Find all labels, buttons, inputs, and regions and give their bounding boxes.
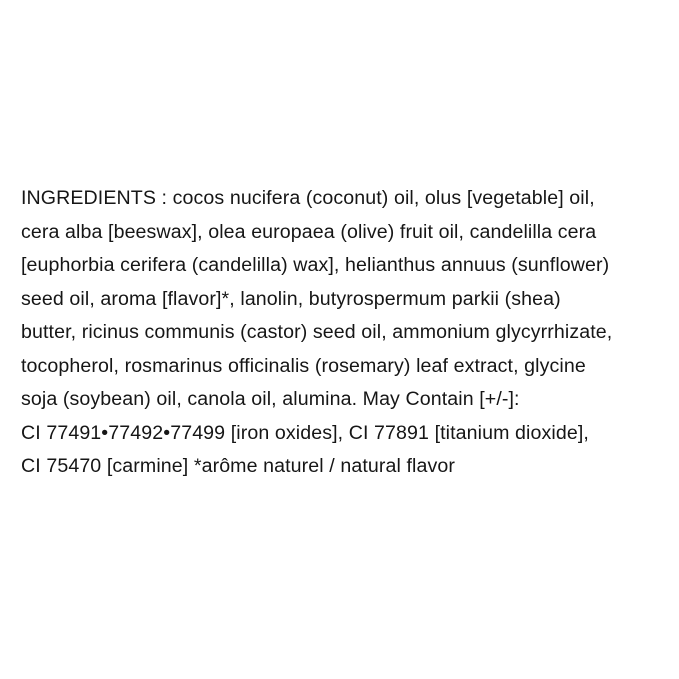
ingredients-line-8: CI 77491•77492•77499 [iron oxides], CI 77891 [titanium dioxide], <box>21 421 589 444</box>
ingredients-line-1: INGREDIENTS : cocos nucifera (coconut) oil, olus [vegetable] oil, <box>21 187 595 209</box>
ingredients-line-3: [euphorbia cerifera (candelilla) wax], helianthus annuus (sunflower) <box>21 254 610 276</box>
ingredients-text-block <box>21 182 667 484</box>
ingredients-line-9: CI 75470 [carmine] *arôme naturel / natural flavor <box>21 455 456 477</box>
ingredients-line-2: cera alba [beeswax], olea europaea (olive) fruit oil, candelilla cera <box>21 220 597 243</box>
ingredients-line-6: tocopherol, rosmarinus officinalis (rosemary) leaf extract, glycine <box>21 354 586 377</box>
ingredients-line-5: butter, ricinus communis (castor) seed oil, ammonium glycyrrhizate, <box>21 321 613 343</box>
ingredients-line-7: soja (soybean) oil, canola oil, alumina. May Contain [+/-]: <box>21 388 520 410</box>
ingredients-line-4: seed oil, aroma [flavor]*, lanolin, butyrospermum parkii (shea) <box>21 287 561 310</box>
